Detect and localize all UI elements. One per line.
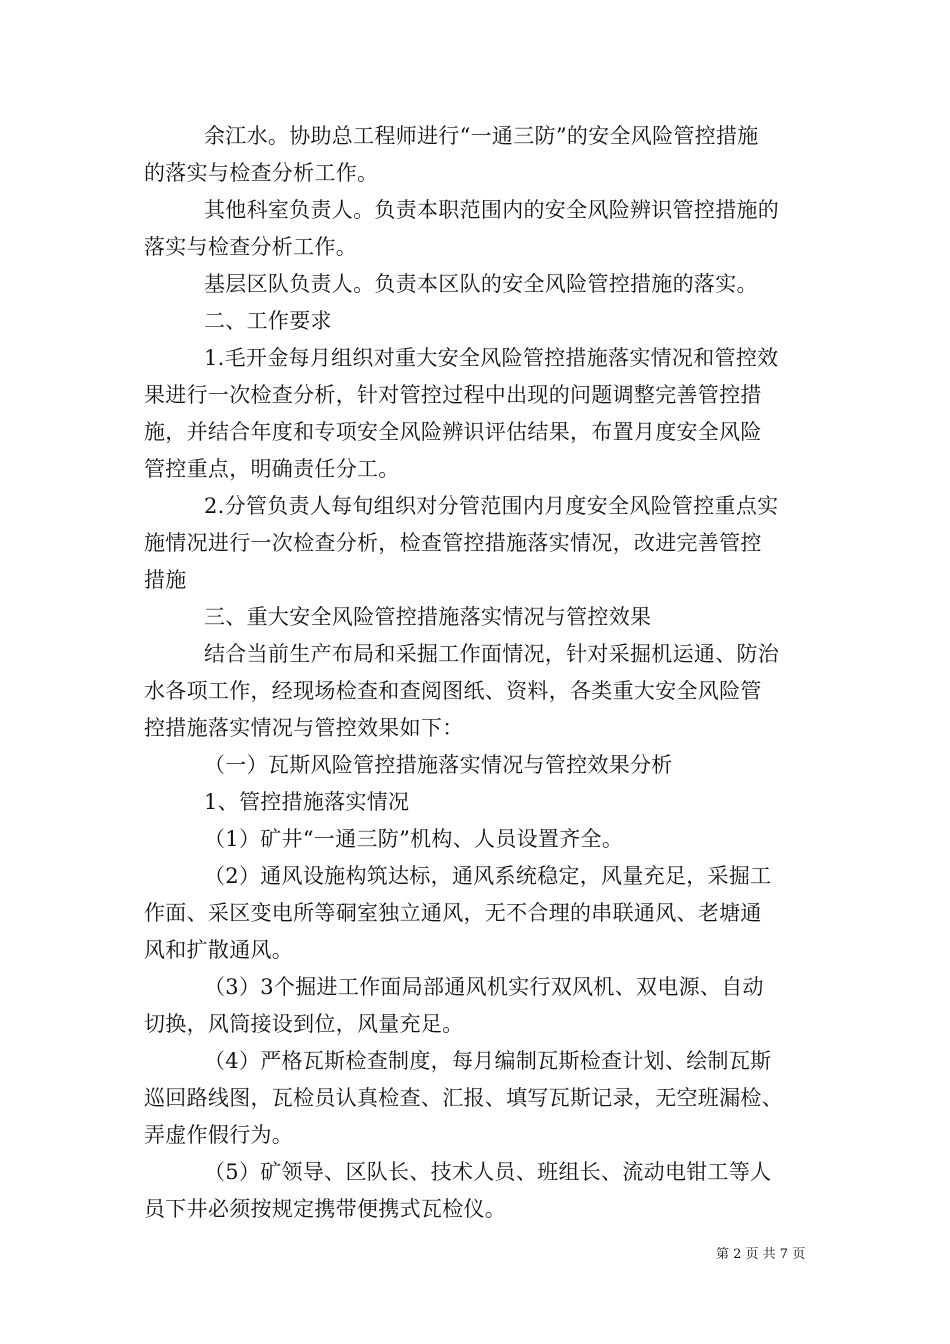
- list-item-line: 弄虚作假行为。: [144, 1123, 294, 1147]
- list-item: （2）通风设施构筑达标，通风系统稳定，风量充足，采掘工: [204, 864, 772, 888]
- list-item-line: 员下井必须按规定携带便携式瓦检仪。: [144, 1197, 507, 1221]
- paragraph-line: 控措施落实情况与管控效果如下：: [144, 716, 464, 740]
- list-item: （5）矿领导、区队长、技术人员、班组长、流动电钳工等人: [204, 1160, 772, 1184]
- paragraph-line: 措施: [144, 568, 187, 592]
- list-item-line: 切换，风筒接设到位，风量充足。: [144, 1012, 464, 1036]
- page-number: 第 2 页 共 7 页: [716, 1247, 806, 1262]
- paragraph-line: 结合当前生产布局和采掘工作面情况，针对采掘机运通、防治: [204, 642, 780, 666]
- paragraph-line: 施，并结合年度和专项安全风险辨识评估结果，布置月度安全风险: [144, 420, 762, 444]
- paragraph-line: 果进行一次检查分析，针对管控过程中出现的问题调整完善管控措: [144, 383, 762, 407]
- paragraph-line: 1.毛开金每月组织对重大安全风险管控措施落实情况和管控效: [204, 346, 779, 370]
- paragraph-line: 的落实与检查分析工作。: [144, 161, 379, 185]
- list-item-line: 风和扩散通风。: [144, 938, 294, 962]
- subsection-heading: 1、管控措施落实情况: [204, 790, 410, 814]
- paragraph-line: 余江水。协助总工程师进行“一通三防”的安全风险管控措施: [204, 124, 759, 148]
- paragraph-line: 2.分管负责人每旬组织对分管范围内月度安全风险管控重点实: [204, 494, 779, 518]
- subsection-heading: （一）瓦斯风险管控措施落实情况与管控效果分析: [204, 753, 673, 777]
- list-item: （1）矿井“一通三防”机构、人员设置齐全。: [204, 827, 624, 851]
- paragraph-line: 基层区队负责人。负责本区队的安全风险管控措施的落实。: [204, 272, 758, 296]
- section-heading: 三、重大安全风险管控措施落实情况与管控效果: [204, 605, 652, 629]
- list-item: （4）严格瓦斯检查制度，每月编制瓦斯检查计划、绘制瓦斯: [204, 1049, 772, 1073]
- list-item: （3）3个掘进工作面局部通风机实行双风机、双电源、自动: [204, 975, 764, 999]
- paragraph-line: 管控重点，明确责任分工。: [144, 457, 400, 481]
- list-item-line: 巡回路线图，瓦检员认真检查、汇报、填写瓦斯记录，无空班漏检、: [144, 1086, 783, 1110]
- paragraph-line: 水各项工作，经现场检查和查阅图纸、资料，各类重大安全风险管: [144, 679, 762, 703]
- list-item-line: 作面、采区变电所等硐室独立通风，无不合理的串联通风、老塘通: [144, 901, 762, 925]
- paragraph-line: 其他科室负责人。负责本职范围内的安全风险辨识管控措施的: [204, 198, 780, 222]
- section-heading: 二、工作要求: [204, 309, 332, 333]
- paragraph-line: 落实与检查分析工作。: [144, 235, 357, 259]
- paragraph-line: 施情况进行一次检查分析，检查管控措施落实情况，改进完善管控: [144, 531, 762, 555]
